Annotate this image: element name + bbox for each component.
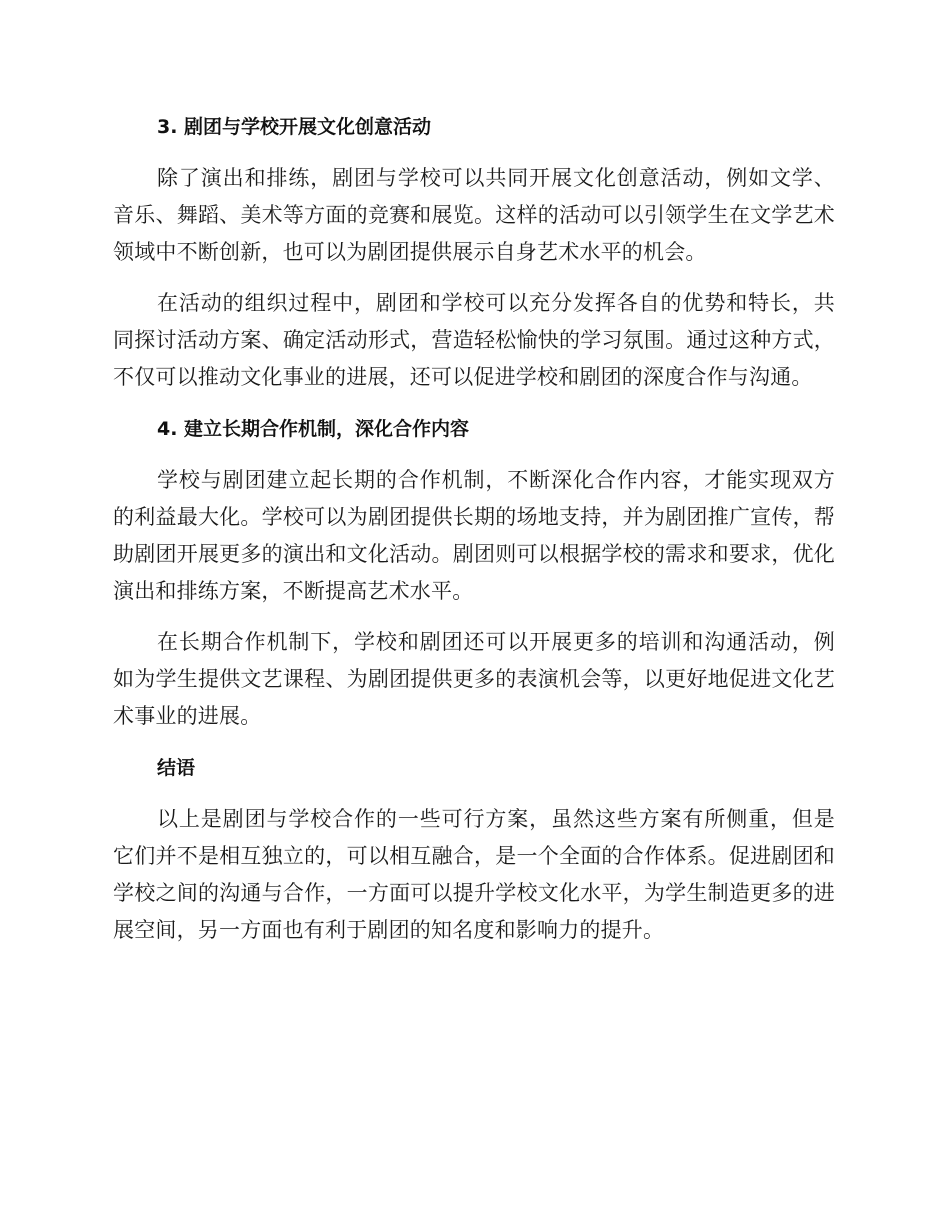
section-heading-4: 4. 建立长期合作机制，深化合作内容	[157, 418, 470, 440]
paragraph: 在活动的组织过程中，剧团和学校可以充分发挥各自的优势和特长，共同探讨活动方案、确定活动形式，营造轻松愉快的学习氛围。通过这种方式，不仅可以推动文化事业的进展，还可以促进学校和剧团的深度合作与沟通。	[113, 291, 835, 389]
paragraph: 学校与剧团建立起长期的合作机制，不断深化合作内容，才能实现双方的利益最大化。学校可以为剧团提供长期的场地支持，并为剧团推广宣传，帮助剧团开展更多的演出和文化活动。剧团则可以根据学校的需求和要求，优化演出和排练方案，不断提高艺术水平。	[113, 468, 835, 603]
paragraph: 以上是剧团与学校合作的一些可行方案，虽然这些方案有所侧重，但是它们并不是相互独立的，可以相互融合，是一个全面的合作体系。促进剧团和学校之间的沟通与合作，一方面可以提升学校文化水平，为学生制造更多的进展空间，另一方面也有利于剧团的知名度和影响力的提升。	[113, 807, 835, 942]
paragraph: 除了演出和排练，剧团与学校可以共同开展文化创意活动，例如文学、音乐、舞蹈、美术等方面的竞赛和展览。这样的活动可以引领学生在文学艺术领域中不断创新，也可以为剧团提供展示自身艺术水平的机会。	[113, 166, 835, 264]
section-heading-3: 3. 剧团与学校开展文化创意活动	[157, 116, 432, 138]
section-heading-conclusion: 结语	[157, 757, 196, 779]
document-body	[113, 108, 835, 963]
paragraph: 在长期合作机制下，学校和剧团还可以开展更多的培训和沟通活动，例如为学生提供文艺课程、为剧团提供更多的表演机会等，以更好地促进文化艺术事业的进展。	[113, 630, 835, 728]
